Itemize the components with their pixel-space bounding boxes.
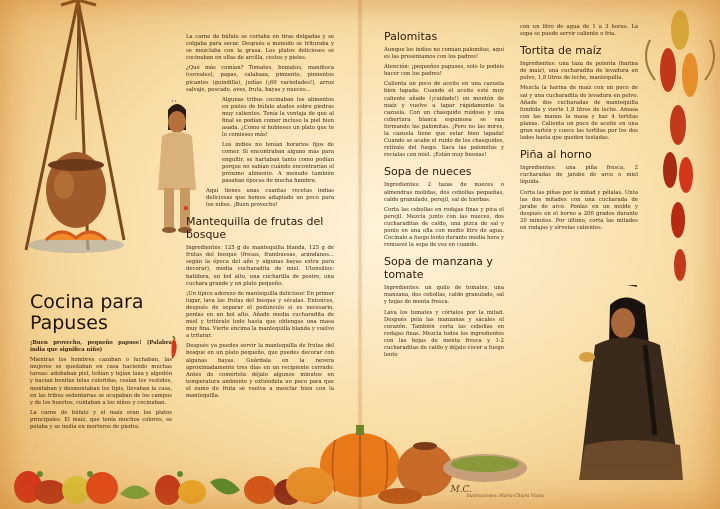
recipe-title-manzana: Sopa de manzana y tomate bbox=[384, 255, 493, 282]
intro-paragraph: La carne de búfalo y el maíz eran los platos principales. El maíz, que tenía muchos colores, se pelaba y se molía en morteros de piedra. bbox=[30, 409, 172, 431]
paragraph: Corta las cebollas en rodajas finas y pica el perejil. Mezcla junto con las nueces, dos cucharaditas de caldo, una pizca de sal y ponlo en una olla con medio litro de agua. Cocínalo a fuego lento durante media hora y remueve la sopa de vez en cuando. bbox=[384, 206, 504, 249]
paragraph: Calienta un poco de aceite en una cazuela bien tapada. Cuando el aceite esté muy caliente añade (¡cuidado!) un montón de maíz y vuelve a tapar rápidamente la cazuela. Con un chasquido ruidoso y una cobertura blanca espumosa se van formando las palomitas. ¡Pero no las mires, la cazuela tiene que estar bien tapada! Cuando se acabe el ruido de los chasquidos, retírala del fuego. Saca las palomitas y rocíalas con miel. ¡Están muy buenas! bbox=[384, 81, 504, 159]
paragraph: Atención: ¡pequeños papuses, solo lo podéis hacer con los padres! bbox=[384, 64, 504, 78]
ingredients-text: Ingredientes: una piña fresca, 2 cucharadas de jarabe de arce o miel líquida. bbox=[520, 165, 638, 186]
ingredients-text: Ingredientes: 125 g de mantequilla blanda, 125 g de frutas del bosque (fresas, frambuesas, arándanos... según la época del año y algunas bayas extra para decorar), media cucharadita de miel. Utensilios: batidora, un bol alto, una cucharilla de postre, una cuchara grande y un plato pequeño. bbox=[186, 245, 334, 287]
page-gutter bbox=[357, 0, 363, 509]
hanging-corn-peppers-illustration bbox=[640, 0, 720, 300]
ingredients-text: Ingredientes: un quilo de tomates, una manzana, dos cebollas, caldo granulado, sal y hojas de menta fresca. bbox=[384, 285, 504, 306]
page-title: Cocina para Papuses bbox=[30, 291, 144, 334]
text-column-2 bbox=[186, 34, 334, 403]
recipe-title-mantequilla: Mantequilla de frutas del bosque bbox=[186, 215, 324, 242]
paragraph: Después ya puedes servir la mantequilla de frutas del bosque en un plato pequeño, que puedes decorar con algunas bayas. Guárdala en la nevera aproximadamente tres días en un recipiente cerrado. Antes de comértela déjalo algunos minutos en temperatura ambiente y extiéndela un poco para que el zumo de fruta se vuelva a mezclar bien con la mantequilla. bbox=[186, 343, 334, 400]
paragraph: con un litro de agua de 1 a 3 horas. La sopa se puede servir caliente o fría. bbox=[520, 24, 638, 38]
paragraph: Mezcla la harina de maíz con un poco de sal y una cucharadita de levadura en polvo. Añade dos cucharadas de mantequilla fundida y vierte 1,8 litros de leche. Amasa con las manos la masa y haz 4 tortitas planas. Calienta un poco de aceite en una gran sartén y cuece las tortitas por los dos lados hasta que queden tostadas. bbox=[520, 85, 638, 142]
paragraph: ¿Qué más comían? Tomates, boniatos, mandioca (cereales), papas, calabaza, pimiento, pimientos picantes (guindilla), judías (¡60 variedades!), arroz salvaje, pescado, aves, fruta, bayas y nueces... bbox=[186, 65, 334, 93]
recipe-title-nueces: Sopa de nueces bbox=[384, 165, 472, 179]
paragraph: ¡Un típico aderezo de mantequilla delicioso! En primer lugar, lava las frutas del bosque y sécalas. Entonces, después de separar el pedúnculo si es necesario, ponlas en un bol alto. Añade media cucharadita de miel y tritúralo todo hasta que obtengas una masa muy fina. Vierte encima la mantequilla blanda y vuelve a triturar. bbox=[186, 290, 334, 340]
paragraph: Lava los tomates y córtalos por la mitad. Después pela las manzanas y sácales el corazón. También corta las cebollas en rodajas finas. Mezcla todos los ingredientes con las hojas de menta fresca y 1-2 cucharaditas de caldo y déjalo cocer a fuego lento bbox=[384, 309, 504, 359]
recipe-title-palomitas: Palomitas bbox=[384, 30, 438, 43]
illustration-credit: Ilustraciones: Maria-Chiara Vianu bbox=[466, 494, 544, 499]
paragraph: Algunas tribus cocinaban los alimentos en pieles de búfalo atados sobre piedras muy calientes. Tenía la ventaja de que al final se podían comer incluso la piel bien asada. ¿Como si hubieses un plato que te lo comieses más! bbox=[222, 96, 334, 139]
tripod-cooking-illustration bbox=[6, 0, 156, 260]
intro-column bbox=[30, 340, 172, 434]
recipe-title-tortita: Tortita de maíz bbox=[520, 44, 602, 58]
intro-paragraph: Mientras los hombres cazaban o luchaban, las mujeres se quedaban en casa haciendo muchas tareas: adobaban piel, teñían y tejían lana y algodón y hacían bonitas telas coloridas, cosían los vestidos, montaban y desmontaban los tipis, llevaban la casa, en las tribus sedentarias se ocupaban de los campos y de los huertos, cuidaban a los niños y cocinaban. bbox=[30, 357, 172, 406]
intro-subtitle: ¡Buen provecho, pequeño papuse! (Palabra india que significa niño) bbox=[30, 340, 172, 354]
text-column-3 bbox=[384, 24, 504, 362]
paragraph: Los indios no tenían horarios fijos de comer. Si encontraban alguno más para engullir, se hartaban tanto como podían porque no sabían cuándo encontrarían el próximo alimento. A menudo también pasaban épocas de mucha hambre. bbox=[222, 142, 334, 184]
paragraph: La carne de búfalo se cortaba en tiras delgadas y se colgaba para secar. Después a menudo se trituraba y se mezclaba con la grasa. Los platos delicioses se cocinaban en ollas de arcilla, cestos y pieles. bbox=[186, 34, 334, 62]
ingredients-text: Ingredientes: 2 tazas de nueces o almendras molidas, dos cebollas pequeñas, caldo granulado, perejil, sal de hierbas. bbox=[384, 182, 504, 203]
recipe-title-pina: Piña al horno bbox=[520, 148, 592, 162]
ingredients-text: Ingredientes: una taza de polenta (harina de maíz), una cucharadita de levadura en polvo, 1,8 litros de leche, mantequilla. bbox=[520, 61, 638, 82]
paragraph: Corta las piñas por la mitad y pélalas. Unta las dos mitades con una cucharada de jarabe de arce. Ponlas en un molde y después en el horno a 200 grados durante 20 minutos. Por último, corta las mitades en rodajas y sírvelas calientes. bbox=[520, 189, 638, 231]
text-column-4 bbox=[520, 24, 638, 235]
illustrator-signature: M.C. bbox=[450, 485, 472, 495]
paragraph: Aquí tienes unas cuantas recetas indias deliciosas que hemos adaptado un poco para los niños. ¡Buen provecho! bbox=[206, 187, 334, 209]
woman-figure-illustration bbox=[565, 285, 695, 485]
paragraph: Aunque los indios no comían palomitas, aquí es las presentamos con los padres! bbox=[384, 47, 504, 61]
